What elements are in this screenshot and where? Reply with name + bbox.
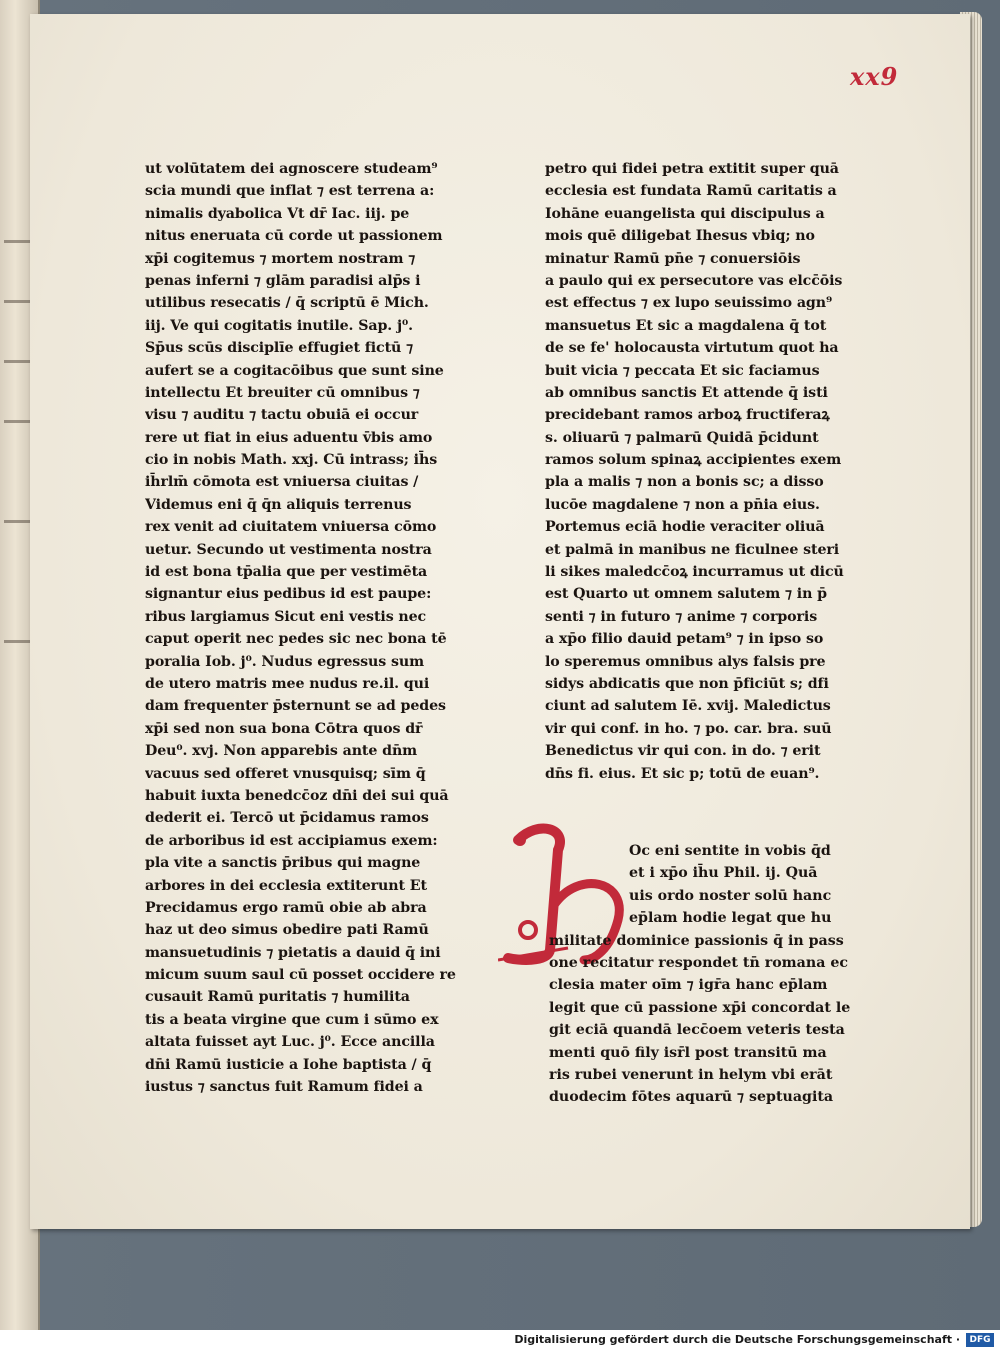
- text-line: Deu⁰. xvj. Non apparebis ante dn̄m: [145, 743, 418, 760]
- text-line: clesia mater oīm ⁊ igr̄a hanc ep̄lam: [549, 977, 828, 994]
- right-text-column-upper: [545, 158, 885, 785]
- text-line: legit que cū passione xp̄i concordat le: [549, 999, 851, 1016]
- text-line: ribus largiamus Sicut eni vestis nec: [145, 608, 427, 625]
- text-line: git eciā quandā lecc̄oem veteris testa: [549, 1022, 845, 1039]
- text-line: uetur. Secundo ut vestimenta nostra: [145, 541, 432, 558]
- text-line: uis ordo noster solū hanc: [629, 887, 832, 904]
- dfg-logo: DFG: [966, 1333, 994, 1347]
- text-line: utilibus resecatis / q̄ scriptū ē Mich.: [145, 295, 429, 312]
- funding-credit: Digitalisierung gefördert durch die Deutsche Forschungsgemeinschaft ·: [514, 1333, 960, 1346]
- text-line: precidebant ramos arboꝝ fructiferaꝝ: [545, 407, 830, 424]
- text-line: ecclesia est fundata Ramū caritatis a: [545, 183, 837, 200]
- text-line: mansuetus Et sic a magdalena q̄ tot: [545, 317, 827, 334]
- text-line: ciunt ad salutem Iē. xvij. Maledictus: [545, 698, 831, 715]
- text-line: Oc eni sentite in vobis q̄d: [629, 843, 831, 859]
- text-line: intellectu Et breuiter cū omnibus ⁊: [145, 384, 420, 401]
- facing-page-text-fragment: [4, 520, 30, 523]
- text-line: id est bona tp̄alia que per vestimēta: [145, 564, 428, 581]
- text-line: senti ⁊ in futuro ⁊ anime ⁊ corporis: [545, 608, 818, 625]
- text-line: cusauit Ramū puritatis ⁊ humilita: [145, 989, 410, 1006]
- text-line: ab omnibus sanctis Et attende q̄ isti: [545, 384, 828, 401]
- text-line: rere ut fiat in eius aduentu v̄bis amo: [145, 429, 433, 446]
- text-line: est effectus ⁊ ex lupo seuissimo agn⁹: [545, 295, 833, 312]
- text-line: altata fuisset ayt Luc. j⁰. Ecce ancilla: [145, 1034, 435, 1051]
- text-line: Sp̄us scūs disciplīe effugiet fictū ⁊: [145, 340, 414, 357]
- text-line: sidys abdicatis que non p̄ficiūt s; dfi: [545, 675, 829, 692]
- text-line: de se fe' holocausta virtutum quot ha: [545, 340, 839, 357]
- text-line: dam frequenter p̄sternunt se ad pedes: [145, 698, 446, 715]
- facing-page-text-fragment: [4, 360, 30, 363]
- facing-page-text-fragment: [4, 640, 30, 643]
- text-line: xp̄i sed non sua bona Cōtra quos dr̄: [145, 720, 423, 737]
- text-line: petro qui fidei petra extitit super quā: [545, 161, 839, 177]
- folio-number: xx9: [850, 62, 899, 91]
- text-line: dederit ei. Tercō ut p̄cidamus ramos: [145, 810, 429, 827]
- text-line: vir qui conf. in ho. ⁊ po. car. bra. suū: [545, 720, 832, 737]
- text-line: li sikes maledcc̄oꝝ incurramus ut dicū: [545, 564, 844, 581]
- text-line: mansuetudinis ⁊ pietatis a dauid q̄ ini: [145, 944, 441, 961]
- text-line: vacuus sed offeret vnusquisq; sīm q̄: [145, 765, 426, 782]
- text-line: a paulo qui ex persecutore vas elcc̄ōis: [545, 272, 843, 289]
- facing-page-text-fragment: [4, 240, 30, 243]
- text-line: a xp̄o filio dauid petam⁹ ⁊ in ipso so: [545, 631, 824, 648]
- text-line: Portemus eciā hodie veraciter oliuā: [545, 519, 825, 536]
- text-line: nimalis dyabolica Vt dr̄ Iac. iij. pe: [145, 205, 410, 222]
- text-line: de utero matris mee nudus re.il. qui: [145, 675, 430, 692]
- text-line: duodecim fōtes aquarū ⁊ septuagita: [549, 1089, 834, 1106]
- text-line: arbores in dei ecclesia extiterunt Et: [145, 877, 427, 894]
- text-line: dn̄i Ramū iusticie a Iohe baptista / q̄: [145, 1056, 432, 1073]
- text-line: ih̄rlm̄ cōmota est vniuersa ciuitas /: [145, 474, 419, 491]
- text-line: de arboribus id est accipiamus exem:: [145, 832, 438, 849]
- text-line: menti quō fily isr̄l post transitū ma: [549, 1044, 827, 1061]
- text-line: Videmus eni q̄ q̄n aliquis terrenus: [145, 496, 412, 513]
- text-line: iustus ⁊ sanctus fuit Ramum fidei a: [145, 1079, 423, 1096]
- text-line: caput operit nec pedes sic nec bona tē: [145, 631, 447, 648]
- text-line: xp̄i cogitemus ⁊ mortem nostram ⁊: [145, 250, 416, 267]
- text-line: est Quarto ut omnem salutem ⁊ in p̄: [545, 586, 827, 603]
- text-line: lucōe magdalene ⁊ non a pn̄ia eius.: [545, 496, 820, 513]
- text-line: Iohāne euangelista qui discipulus a: [545, 205, 825, 222]
- text-line: lo speremus omnibus alys falsis pre: [545, 653, 826, 670]
- text-line: visu ⁊ auditu ⁊ tactu obuiā ei occur: [145, 407, 419, 424]
- text-line: iij. Ve qui cogitatis inutile. Sap. j⁰.: [145, 317, 413, 334]
- book-page: [30, 14, 970, 1229]
- text-line: micum suum saul cū posset occidere re: [145, 967, 456, 984]
- text-line: mois quē diligebat Ihesus vbiq; no: [545, 228, 815, 245]
- text-line: aufert se a cogitacōibus que sunt sine: [145, 362, 444, 379]
- text-line: Precidamus ergo ramū obie ab abra: [145, 899, 427, 916]
- text-line: poralia Iob. j⁰. Nudus egressus sum: [145, 653, 425, 670]
- text-line: pla a malis ⁊ non a bonis sc; a disso: [545, 474, 824, 491]
- text-line: ramos solum spinaꝝ accipientes exem: [545, 452, 842, 469]
- text-line: militate dominice passionis q̄ in pass: [549, 932, 844, 949]
- facing-page-text-fragment: [4, 300, 30, 303]
- text-line: rex venit ad ciuitatem vniuersa cōmo: [145, 519, 437, 536]
- text-line: ep̄lam hodie legat que hu: [629, 910, 832, 927]
- text-line: ut volūtatem dei agnoscere studeam⁹: [145, 161, 438, 177]
- text-line: nitus eneruata cū corde ut passionem: [145, 228, 443, 245]
- text-line: pla vite a sanctis p̄ribus qui magne: [145, 855, 421, 872]
- text-line: habuit iuxta benedcc̄oz dn̄i dei sui quā: [145, 787, 449, 804]
- text-line: signantur eius pedibus id est paupe:: [145, 586, 432, 603]
- left-text-column: [145, 158, 465, 1098]
- facing-page-text-fragment: [4, 420, 30, 423]
- text-line: haz ut deo simus obedire pati Ramū: [145, 922, 429, 939]
- text-line: one recitatur respondet tn̄ romana ec: [549, 954, 848, 971]
- text-line: penas inferni ⁊ glām paradisi alp̄s i: [145, 272, 421, 289]
- text-line: et palmā in manibus ne ficulnee steri: [545, 541, 840, 558]
- text-line: et i xp̄o ih̄u Phil. ij. Quā: [629, 865, 818, 882]
- text-line: tis a beata virgine que cum i sūmo ex: [145, 1011, 439, 1028]
- footer-bar: [0, 1330, 1000, 1351]
- text-line: minatur Ramū pn̄e ⁊ conuersiōis: [545, 250, 801, 267]
- text-line: buit vicia ⁊ peccata Et sic faciamus: [545, 362, 820, 379]
- text-line: scia mundi que inflat ⁊ est terrena a:: [145, 183, 435, 200]
- text-line: cio in nobis Math. xxj. Cū intrass; ih̄s: [145, 452, 438, 469]
- text-line: dn̄s fi. eius. Et sic p; totū de euan⁹.: [545, 765, 820, 782]
- right-text-column-lower: [549, 840, 889, 1109]
- text-line: s. oliuarū ⁊ palmarū Quidā p̄cidunt: [545, 429, 819, 446]
- text-line: Benedictus vir qui con. in do. ⁊ erit: [545, 743, 821, 760]
- text-line: ris rubei venerunt in helym vbi erāt: [549, 1066, 833, 1083]
